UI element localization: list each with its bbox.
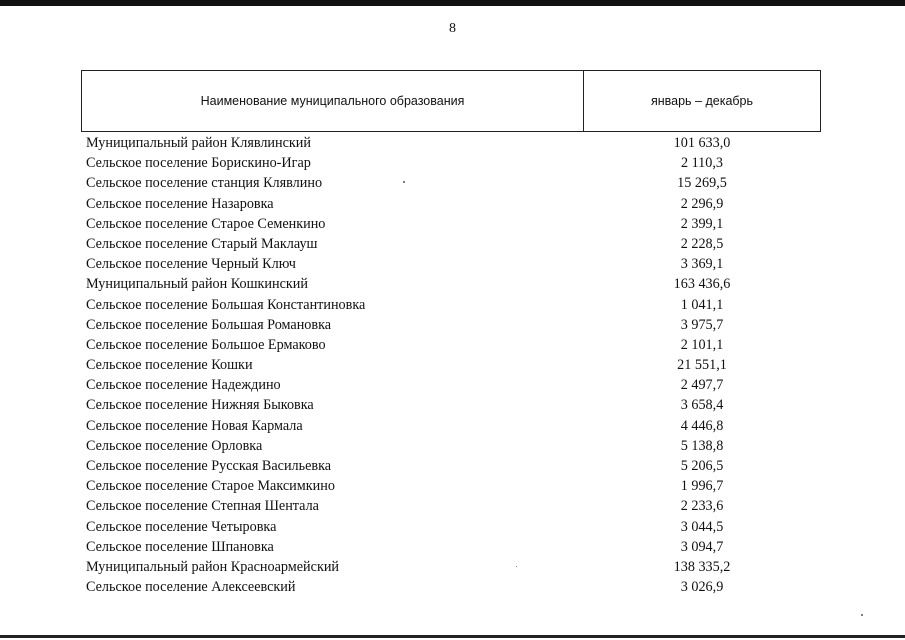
- row-name-cell: Муниципальный район Клявлинский: [86, 135, 311, 151]
- scan-speck: [516, 566, 517, 567]
- row-name-cell: Сельское поселение Большая Константиновка: [86, 296, 366, 313]
- table-body: [81, 133, 821, 597]
- row-value-cell: 163 436,6: [673, 276, 731, 293]
- table-row: [81, 476, 821, 496]
- scan-speck: [861, 614, 863, 616]
- row-name-cell: Сельское поселение Черный Ключ: [86, 256, 296, 273]
- scan-speck: [403, 181, 405, 183]
- row-value-cell: 3 044,5: [680, 518, 724, 535]
- row-value-cell: 1 041,1: [680, 296, 724, 313]
- table-row: [81, 234, 821, 254]
- bottom-border-rule: [0, 635, 905, 638]
- header-name-column: Наименование муниципального образования: [82, 71, 584, 131]
- row-name-cell: Сельское поселение Старое Максимкино: [86, 478, 335, 495]
- row-name-cell: Сельское поселение Кошки: [86, 357, 253, 374]
- row-name-cell: Сельское поселение Новая Кармала: [86, 417, 303, 434]
- row-name-cell: Сельское поселение Четыровка: [86, 518, 277, 535]
- row-name-cell: Муниципальный район Кошкинский: [86, 276, 308, 293]
- row-value-cell: 2 110,3: [680, 155, 724, 172]
- row-name-cell: Сельское поселение Большое Ермаково: [86, 336, 326, 353]
- table-row: [81, 355, 821, 375]
- table-row: [81, 375, 821, 395]
- table-row: [81, 456, 821, 476]
- row-value-cell: 3 026,9: [680, 579, 724, 596]
- row-value-cell: 21 551,1: [677, 357, 727, 374]
- table-row: [81, 153, 821, 173]
- row-value-cell: 2 399,1: [680, 215, 724, 232]
- table-row: [81, 295, 821, 315]
- table-row: [81, 395, 821, 415]
- row-value-cell: 5 138,8: [680, 437, 724, 454]
- row-value-cell: 2 233,6: [680, 498, 724, 515]
- table-row: [81, 416, 821, 436]
- row-name-cell: Сельское поселение Нижняя Быковка: [86, 397, 314, 414]
- table-row: [81, 194, 821, 214]
- row-value-cell: 101 633,0: [673, 135, 731, 151]
- row-name-cell: Сельское поселение станция Клявлино: [86, 175, 323, 192]
- row-value-cell: 138 335,2: [673, 558, 731, 575]
- row-value-cell: 3 094,7: [680, 538, 724, 555]
- table-row: [81, 315, 821, 335]
- row-value-cell: 4 446,8: [680, 417, 724, 434]
- row-name-cell: Сельское поселение Орловка: [86, 437, 263, 454]
- table-row: [81, 537, 821, 557]
- row-value-cell: 3 658,4: [680, 397, 724, 414]
- table-row: [81, 133, 821, 153]
- row-value-cell: 3 975,7: [680, 316, 724, 333]
- row-value-cell: 2 228,5: [680, 235, 724, 252]
- row-name-cell: Сельское поселение Степная Шентала: [86, 498, 319, 515]
- row-value-cell: 2 101,1: [680, 336, 724, 353]
- row-value-cell: 2 296,9: [680, 195, 724, 212]
- page-number: 8: [449, 21, 456, 36]
- row-name-cell: Сельское поселение Большая Романовка: [86, 316, 332, 333]
- row-value-cell: 5 206,5: [680, 458, 724, 474]
- top-border-rule: [0, 0, 905, 6]
- row-name-cell: Сельское поселение Старое Семенкино: [86, 215, 326, 232]
- table-row: [81, 557, 821, 577]
- table-row: [81, 496, 821, 516]
- table-row: [81, 214, 821, 234]
- table-row: [81, 335, 821, 355]
- row-name-cell: Сельское поселение Старый Маклауш: [86, 235, 318, 252]
- table-row: [81, 436, 821, 456]
- table-row: [81, 577, 821, 597]
- table-row: [81, 173, 821, 193]
- header-period-column: январь – декабрь: [650, 94, 754, 108]
- row-name-cell: Сельское поселение Назаровка: [86, 195, 274, 212]
- table-row: [81, 517, 821, 537]
- row-name-cell: Сельское поселение Надеждино: [86, 377, 281, 394]
- row-name-cell: Сельское поселение Алексеевский: [86, 579, 296, 596]
- row-name-cell: Сельское поселение Русская Васильевка: [86, 458, 332, 474]
- row-name-cell: Сельское поселение Шпановка: [86, 538, 274, 555]
- row-value-cell: 1 996,7: [680, 478, 724, 495]
- row-value-cell: 3 369,1: [680, 256, 724, 273]
- table-row: [81, 254, 821, 274]
- table-header: [81, 70, 821, 132]
- row-name-cell: Сельское поселение Борискино-Игар: [86, 155, 311, 172]
- row-value-cell: 15 269,5: [677, 175, 727, 192]
- table-row: [81, 274, 821, 294]
- row-value-cell: 2 497,7: [680, 377, 724, 394]
- row-name-cell: Муниципальный район Красноармейский: [86, 558, 340, 575]
